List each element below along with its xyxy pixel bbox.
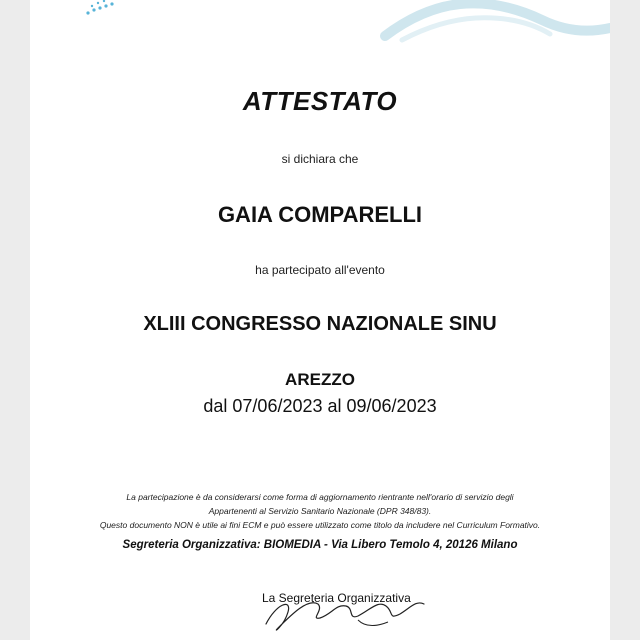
disclaimer-line-1: La partecipazione è da considerarsi come forma di aggiornamento rientrante nell'orario di servizio degli (126, 492, 514, 502)
event-dates: dal 07/06/2023 al 09/06/2023 (203, 396, 437, 416)
handwritten-signature (262, 590, 432, 640)
disclaimer-line-3: Questo documento NON è utile ai fini ECM e può essere utilizzato come titolo da includere nel Curriculum Formativo. (99, 520, 541, 530)
swoosh-decoration-inner (402, 18, 550, 40)
dotted-logo-arc (86, 0, 113, 15)
declaration-text: si dichiara che (281, 152, 359, 166)
disclaimer-line-2: Appartenenti al Servizio Sanitario Nazionale (DPR 348/83). (208, 506, 432, 516)
certificate-page (30, 0, 610, 640)
event-name: XLIII CONGRESSO NAZIONALE SINU (143, 313, 497, 335)
participation-text: ha partecipato all'evento (255, 263, 385, 277)
signature-label: La Segreteria Organizzativa (262, 591, 411, 605)
header-decoration (30, 0, 610, 60)
recipient-name: GAIA COMPARELLI (217, 202, 423, 227)
certificate-title: ATTESTATO (242, 86, 398, 116)
event-city: AREZZO (285, 370, 355, 389)
organizing-secretariat: Segreteria Organizzativa: BIOMEDIA - Via Libero Temolo 4, 20126 Milano (122, 539, 518, 551)
